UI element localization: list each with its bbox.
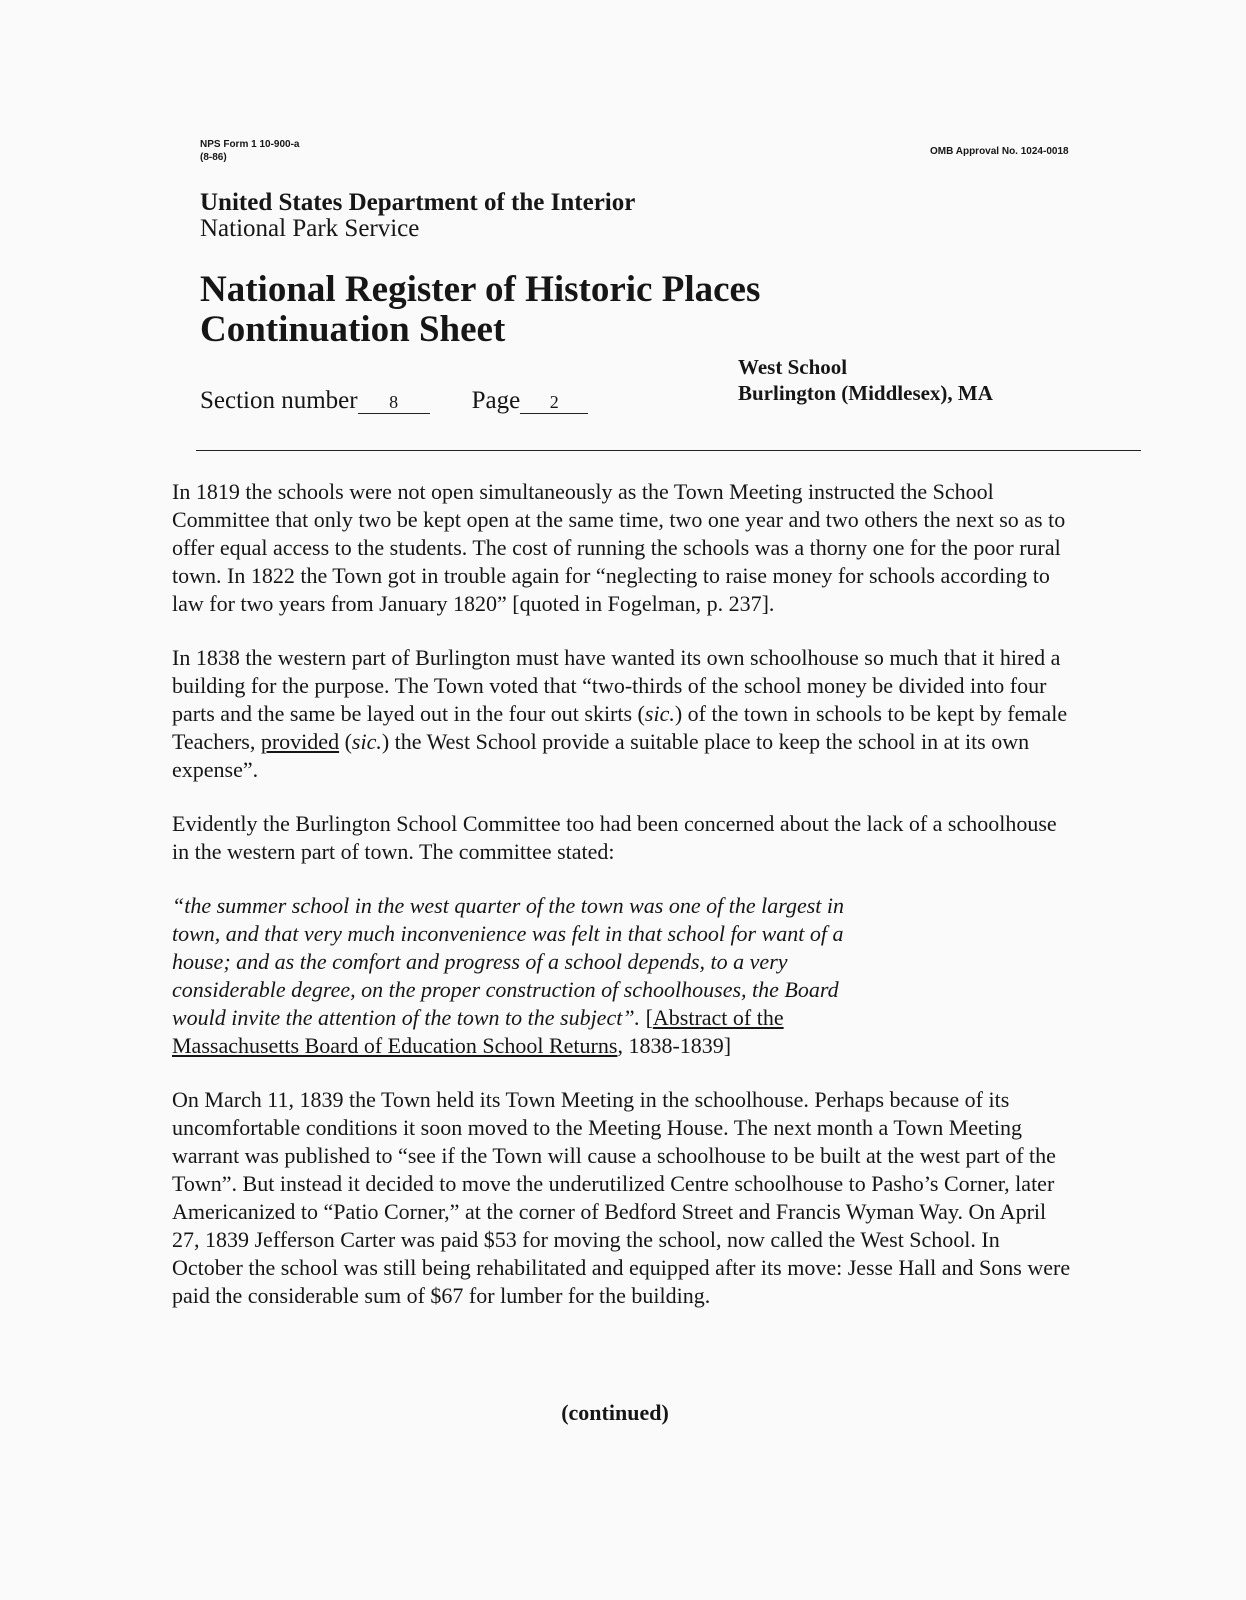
paragraph-3: Evidently the Burlington School Committee too had been concerned about the lack of a schoolhouse in the western part of town. The committee stated: (172, 811, 1057, 864)
page-number-field: 2 (520, 391, 588, 414)
section-page-line (200, 384, 588, 418)
paragraph-4: On March 11, 1839 the Town held its Town Meeting in the schoolhouse. Perhaps because of its uncomfortable conditions it soon moved to the Meeting House. The next month a Town Meeting warrant was published to “see if the Town will cause a schoolhouse to be built at the west part of the Town”. But instead it decided to move the underutilized Centre schoolhouse to Pasho’s Corner, later Americanized to “Patio Corner,” at the corner of Bedford Street and Francis Wyman Way. On April 27, 1839 Jefferson Carter was paid $53 for moving the school, now called the West School. In October the school was still being rehabilitated and equipped after its move: Jesse Hall and Sons were paid the considerable sum of $67 for lumber for the building. (172, 1087, 1071, 1308)
quote-source-years: , 1838-1839] (617, 1033, 732, 1058)
underlined-provided: provided (260, 729, 340, 754)
title-line-2: Continuation Sheet (200, 309, 506, 350)
omb-approval: OMB Approval No. 1024-0018 (930, 146, 1069, 157)
form-date: (8-86) (200, 152, 227, 163)
agency-name: National Park Service (200, 215, 420, 242)
department-name: United States Department of the Interior (200, 189, 636, 216)
paragraph-2: In 1838 the western part of Burlington must have wanted its own schoolhouse so much that it hired a building for the purpose. The Town voted that “two-thirds of the school money be divided into four parts and the same be layed out in the four out skirts (sic.) of the town in schools to be kept by female Teachers, provided (sic.) the West School provide a suitable place to keep the school in at its own expense”. (172, 645, 1068, 782)
property-location: Burlington (Middlesex), MA (738, 381, 993, 405)
continued-label: (continued) (561, 1400, 669, 1425)
title-line-1: National Register of Historic Places (200, 269, 761, 310)
paragraph-1: In 1819 the schools were not open simultaneously as the Town Meeting instructed the School Committee that only two be kept open at the same time, two one year and two others the next so as to offer equal access to the students. The cost of running the schools was a thorny one for the poor rural town. In 1822 the Town got in trouble again for “neglecting to raise money for schools according to law for two years from January 1820” [quoted in Fogelman, p. 237]. (172, 479, 1066, 616)
quote-source-title: Abstract of the Massachusetts Board of Education School Returns (172, 1005, 784, 1058)
body-text (172, 478, 1072, 1336)
form-number: NPS Form 1 10-900-a (200, 139, 300, 150)
property-info (738, 354, 993, 406)
page-label: Page (471, 387, 521, 414)
header-divider (196, 450, 1141, 451)
section-label: Section number (200, 387, 358, 414)
page-title (200, 270, 760, 350)
form-identifier (200, 138, 300, 164)
section-number-field: 8 (358, 391, 430, 414)
quote-text: “the summer school in the west quarter of the town was one of the largest in town, and that very much inconvenience was felt in that school for want of a house; and as the comfort and progress of a school depends, to a very considerable degree, on the proper construction of schoolhouses, the Board would invite the attention of the town to the subject”. (172, 893, 844, 1030)
property-name: West School (738, 355, 848, 379)
block-quote: “the summer school in the west quarter of the town was one of the largest in town, and that very much inconvenience was felt in that school for want of a house; and as the comfort and progress of a school depends, to a very considerable degree, on the proper construction of schoolhouses, the Board would invite the attention of the town to the subject”. [Abstract of the Massachusetts Board of Education School Returns, 1838-1839] (172, 893, 844, 1058)
